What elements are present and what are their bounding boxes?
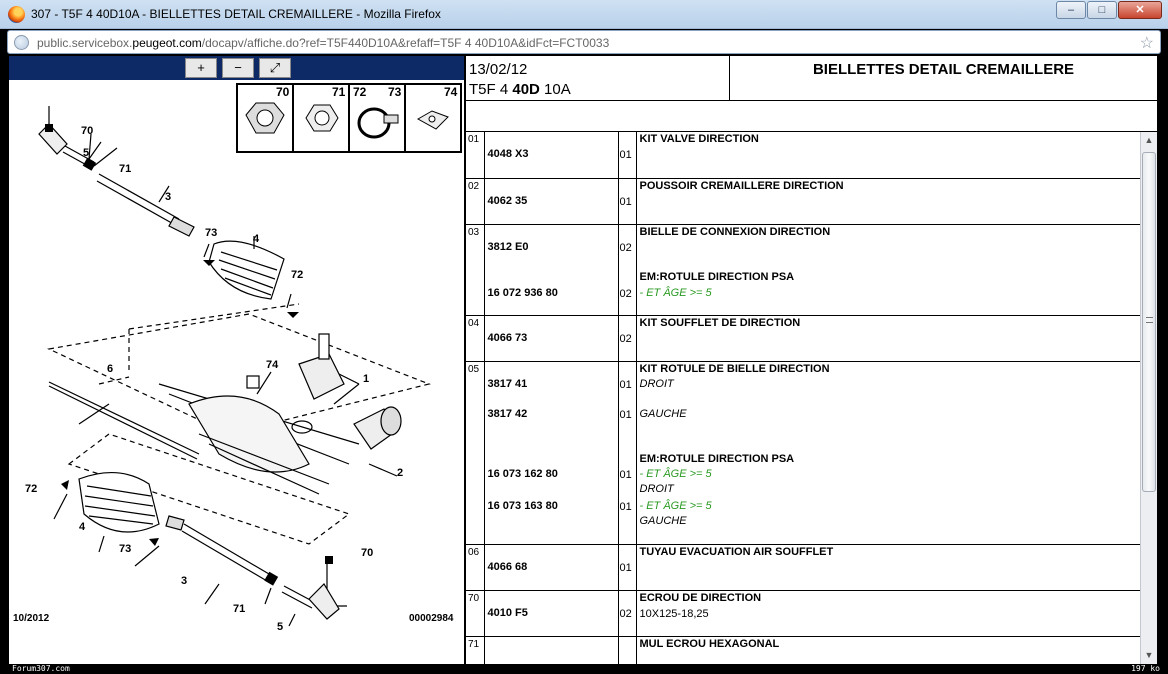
table-row[interactable] — [466, 590, 1140, 636]
url-text[interactable]: public.servicebox.peugeot.com/docapv/affiche.do?ref=T5F440D10A&refaff=T5F 4 40D10A&idFct=FCT0033 — [37, 36, 610, 50]
parts-table — [466, 132, 1140, 664]
part-qty: 01 — [619, 468, 632, 481]
part-designation: EM:ROTULE DIRECTION PSA — [639, 452, 795, 465]
part-designation: KIT ROTULE DE BIELLE DIRECTION — [639, 362, 830, 375]
callout-3-bottom: 3 — [181, 575, 188, 587]
parts-panel — [466, 56, 1157, 664]
parts-header — [466, 56, 1157, 101]
thumbnail-label: 72 — [353, 85, 367, 99]
part-qty: 01 — [619, 561, 632, 574]
part-qty: 02 — [619, 287, 632, 300]
table-row[interactable] — [466, 315, 1140, 361]
window-title: 307 - T5F 4 40D10A - BIELLETTES DETAIL CREMAILLERE - Mozilla Firefox — [31, 7, 441, 21]
part-ref[interactable]: 3812 E0 — [487, 240, 529, 253]
part-designation: ECROU DE DIRECTION — [639, 591, 762, 604]
scroll-down-arrow-icon[interactable]: ▼ — [1144, 650, 1154, 660]
callout-5-bottom: 5 — [277, 621, 284, 633]
part-qty: 01 — [619, 378, 632, 391]
callout-71-bottom: 71 — [233, 603, 246, 615]
scroll-up-arrow-icon[interactable]: ▲ — [1144, 135, 1154, 145]
callout-5-top: 5 — [83, 147, 90, 159]
callout-73-bottom: 73 — [119, 543, 132, 555]
close-button[interactable]: ✕ — [1118, 1, 1162, 19]
part-ref[interactable]: 4062 35 — [487, 194, 528, 207]
vertical-scrollbar[interactable] — [1140, 132, 1157, 664]
row-index: 70 — [466, 590, 484, 636]
zoom-out-button[interactable] — [222, 58, 254, 78]
minimize-button[interactable]: – — [1056, 1, 1086, 19]
row-index: 06 — [466, 544, 484, 590]
part-qty: 01 — [619, 408, 632, 421]
zoom-in-button[interactable] — [185, 58, 217, 78]
part-qty: 02 — [619, 332, 632, 345]
bookmark-star-icon[interactable]: ☆ — [1139, 35, 1154, 52]
part-designation: BIELLE DE CONNEXION DIRECTION — [639, 225, 831, 238]
header-reference: T5F 4 40D 10A — [469, 81, 571, 98]
exploded-parts-diagram — [9, 84, 464, 664]
thumbnail-label: 74 — [444, 85, 458, 99]
firefox-icon — [8, 6, 25, 23]
part-qty: 02 — [619, 241, 632, 254]
applicability-note: - ET ÂGE >= 5 — [639, 467, 712, 480]
table-row[interactable] — [466, 178, 1140, 224]
part-ref[interactable]: 16 073 163 80 — [487, 499, 558, 512]
row-index: 04 — [466, 315, 484, 361]
diagram-panel — [9, 56, 464, 664]
table-row[interactable] — [466, 224, 1140, 315]
zoom-fit-button[interactable] — [259, 58, 291, 78]
zoom-fit-icon: ⤢ — [269, 60, 281, 75]
scrollbar-thumb[interactable] — [1142, 152, 1156, 492]
part-designation: EM:ROTULE DIRECTION PSA — [639, 270, 795, 283]
callout-4-bottom: 4 — [79, 521, 86, 533]
row-index: 71 — [466, 636, 484, 664]
window-titlebar — [0, 0, 1168, 29]
part-designation: KIT VALVE DIRECTION — [639, 133, 759, 145]
side-note: DROIT — [639, 482, 674, 495]
side-note: GAUCHE — [639, 407, 687, 420]
grip-icon — [1146, 317, 1153, 323]
callout-72-bottom: 72 — [25, 483, 38, 495]
part-qty: 01 — [619, 500, 632, 513]
row-index: 05 — [466, 361, 484, 544]
part-qty: 01 — [619, 195, 632, 208]
thumbnail-label: 73 — [388, 85, 402, 99]
part-ref[interactable]: 4010 F5 — [487, 606, 528, 619]
part-designation: POUSSOIR CREMAILLERE DIRECTION — [639, 179, 844, 192]
part-ref[interactable]: 16 073 162 80 — [487, 467, 558, 480]
applicability-note: - ET ÂGE >= 5 — [639, 286, 712, 299]
globe-icon — [14, 35, 29, 50]
diagram-code: 00002984 — [409, 613, 454, 624]
table-row[interactable] — [466, 361, 1140, 544]
callout-71-top: 71 — [119, 163, 132, 175]
part-ref[interactable]: 3817 41 — [487, 377, 528, 390]
part-qty: 02 — [619, 607, 632, 620]
page-title: BIELLETTES DETAIL CREMAILLERE — [812, 61, 1075, 78]
table-row[interactable] — [466, 132, 1140, 178]
part-designation: TUYAU EVACUATION AIR SOUFFLET — [639, 545, 834, 558]
zoom-out-icon: − — [234, 60, 242, 75]
callout-70-bottom: 70 — [361, 547, 374, 559]
callout-73-top: 73 — [205, 227, 218, 239]
status-size: 197 ko — [1131, 664, 1160, 673]
thumbnail-label: 70 — [276, 85, 290, 99]
callout-2: 2 — [397, 467, 404, 479]
row-index: 01 — [466, 132, 484, 178]
callout-1: 1 — [363, 373, 370, 385]
part-spec: 10X125-18,25 — [639, 607, 709, 620]
maximize-button[interactable]: □ — [1087, 1, 1117, 19]
row-index: 02 — [466, 178, 484, 224]
row-index: 03 — [466, 224, 484, 315]
page-viewport — [9, 56, 1157, 664]
callout-70-top: 70 — [81, 125, 94, 137]
part-ref[interactable]: 4066 68 — [487, 560, 528, 573]
header-spacer — [466, 102, 1157, 132]
window-controls — [1056, 1, 1162, 19]
part-ref[interactable]: 16 072 936 80 — [487, 286, 558, 299]
header-date: 13/02/12 — [469, 61, 528, 78]
zoom-in-icon: + — [197, 60, 205, 75]
zoom-toolbar — [9, 56, 464, 80]
part-designation: MUL ECROU HEXAGONAL — [639, 637, 780, 650]
part-ref[interactable]: 4048 X3 — [487, 148, 529, 160]
thumbnail-label: 71 — [332, 85, 346, 99]
part-designation: KIT SOUFFLET DE DIRECTION — [639, 316, 801, 329]
side-note: GAUCHE — [639, 514, 687, 527]
callout-72-top: 72 — [291, 269, 304, 281]
part-qty: 01 — [619, 149, 632, 161]
status-bar — [0, 664, 1168, 674]
part-ref[interactable]: 4066 73 — [487, 331, 528, 344]
callout-4-top: 4 — [253, 233, 260, 245]
diagram-date: 10/2012 — [13, 613, 50, 624]
address-bar[interactable] — [7, 30, 1161, 54]
status-watermark: Forum307.com — [12, 664, 70, 673]
callout-3-top: 3 — [165, 191, 172, 203]
side-note: DROIT — [639, 377, 674, 390]
callout-74: 74 — [266, 359, 279, 371]
table-row[interactable] — [466, 544, 1140, 590]
callout-6: 6 — [107, 363, 114, 375]
table-row[interactable] — [466, 636, 1140, 664]
part-ref[interactable]: 3817 42 — [487, 407, 528, 420]
parts-table-container — [466, 132, 1140, 664]
applicability-note: - ET ÂGE >= 5 — [639, 499, 712, 512]
